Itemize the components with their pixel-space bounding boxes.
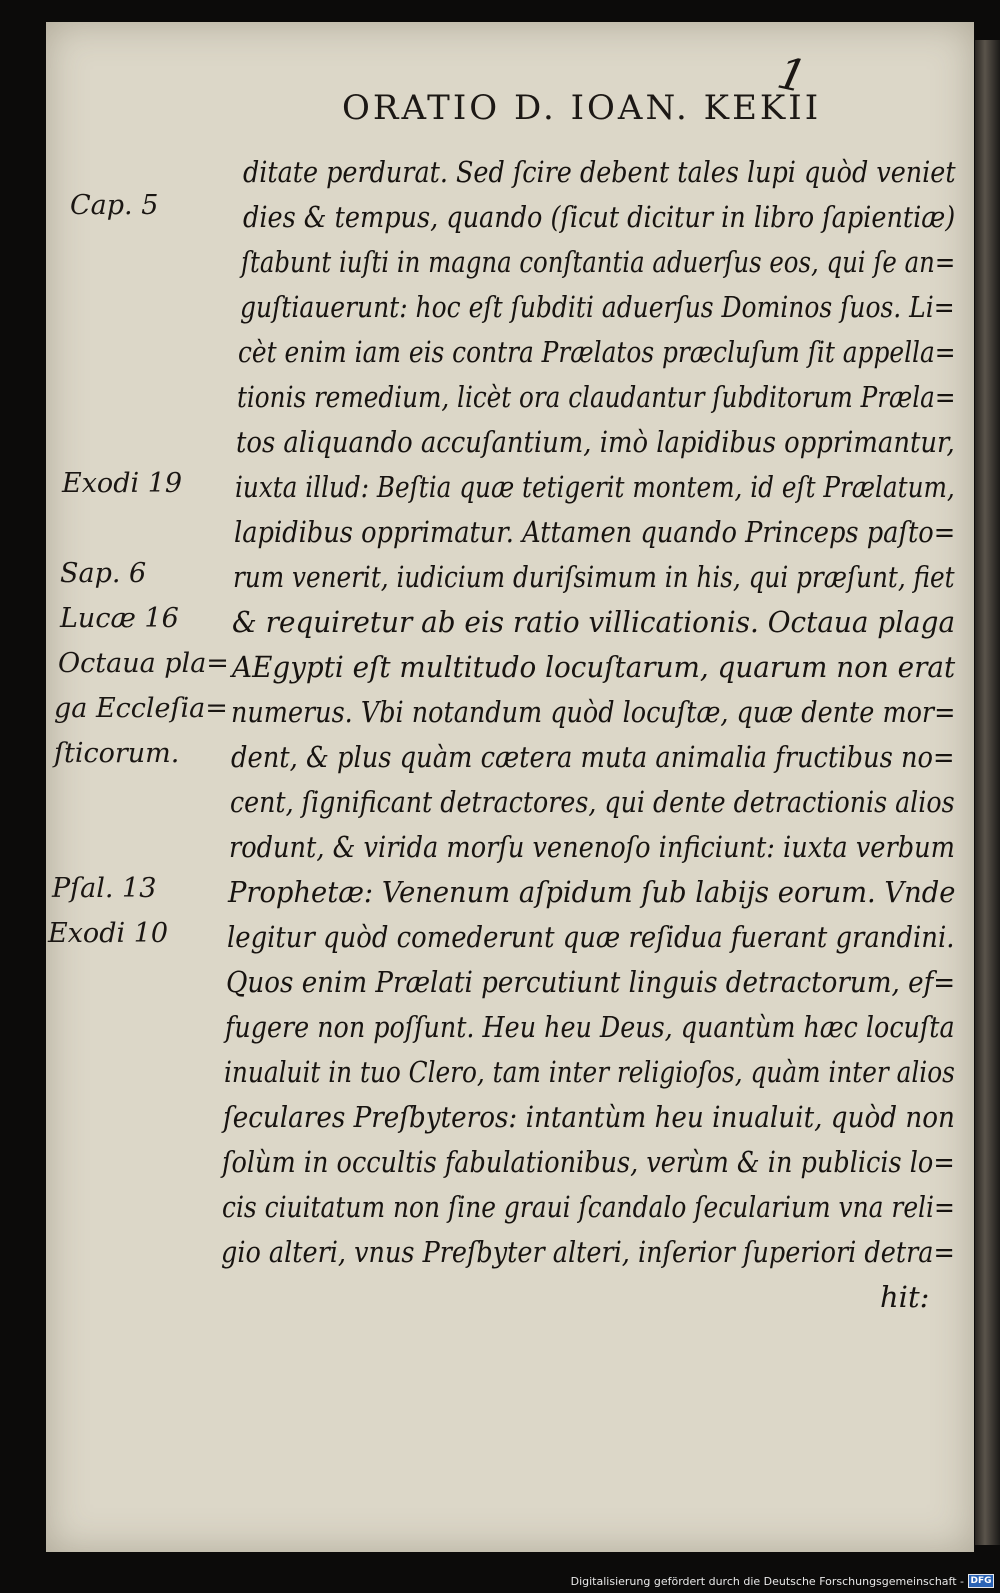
page-number: 1 — [773, 47, 811, 104]
text-line-6: tionis remedium, licèt ora claudantur ſubditorum Præla= — [237, 380, 956, 414]
margin-note-lucae-16: Lucæ 16 — [60, 603, 179, 634]
text-line-8: iuxta illud: Beſtia quæ tetigerit montem, id eſt Prælatum, — [235, 470, 955, 504]
text-line-23: ſolùm in occultis fabulationibus, verùm & in publicis lo= — [222, 1145, 955, 1179]
text-line-25: gio alteri, vnus Preſbyter alteri, inſerior ſuperiori detra= — [221, 1235, 955, 1269]
margin-note-psal-13: Pſal. 13 — [52, 873, 157, 904]
text-line-3: ſtabunt iuſti in magna conſtantia aduerſus eos, qui ſe an= — [241, 245, 956, 279]
text-line-5: cèt enim iam eis contra Prælatos præcluſum ſit appella= — [238, 335, 956, 369]
margin-note-exodi-19: Exodi 19 — [62, 468, 183, 499]
text-line-14: dent, & plus quàm cætera muta animalia fructibus no= — [231, 740, 955, 774]
text-line-20: fugere non poſſunt. Heu heu Deus, quantùm hæc locuſta — [225, 1010, 955, 1044]
running-head: ORATIO D. IOAN. KEKII — [342, 88, 822, 128]
footer-credit: Digitalisierung gefördert durch die Deutsche Forschungsgemeinschaft - — [570, 1574, 964, 1588]
margin-note-sap-6: Sap. 6 — [60, 558, 147, 589]
text-line-24: cis ciuitatum non ſine graui ſcandalo ſecularium vna reli= — [222, 1190, 955, 1224]
text-line-1: ditate perdurat. Sed ſcire debent tales lupi quòd veniet — [243, 155, 956, 189]
margin-note-octaua-2: ga Eccleſia= — [54, 693, 228, 724]
text-line-13: numerus. Vbi notandum quòd locuſtæ, quæ dente mor= — [231, 695, 956, 729]
text-line-10: rum venerit, iudicium duriſsimum in his, qui præſunt, fiet — [233, 560, 955, 594]
text-line-22: ſeculares Preſbyteros: intantùm heu inualuit, quòd non — [223, 1100, 955, 1134]
digitization-footer — [571, 1571, 994, 1591]
text-line-9: lapidibus opprimatur. Attamen quando Princeps paſto= — [234, 515, 956, 549]
text-line-12: AEgypti eſt multitudo locuſtarum, quarum non erat — [232, 650, 956, 684]
text-line-18: legitur quòd comederunt quæ reſidua fuerant grandini. — [227, 920, 955, 954]
text-line-19: Quos enim Prælati percutiunt linguis detractorum, ef= — [226, 965, 956, 999]
text-line-15: cent, ſignificant detractores, qui dente detractionis alios — [230, 785, 955, 819]
text-line-17: Prophetæ: Venenum aſpidum ſub labijs eorum. Vnde — [228, 875, 956, 909]
text-line-21: inualuit in tuo Clero, tam inter religioſos, quàm inter alios — [224, 1055, 955, 1089]
text-line-7: tos aliquando accuſantium, imò lapidibus opprimantur, — [236, 425, 955, 459]
text-line-2: dies & tempus, quando (ſicut dicitur in libro ſapientiæ) — [243, 200, 956, 234]
margin-note-exodi-10: Exodi 10 — [48, 918, 169, 949]
margin-note-octaua-1: Octaua pla= — [58, 648, 229, 679]
margin-note-octaua-3: ſticorum. — [54, 738, 180, 769]
book-edge — [975, 40, 1000, 1545]
margin-note-cap-5: Cap. 5 — [70, 190, 159, 221]
text-line-26: hit: — [880, 1280, 930, 1314]
dfg-logo-icon: DFG — [968, 1574, 994, 1588]
text-line-4: guſtiauerunt: hoc eſt ſubditi aduerſus Dominos ſuos. Li= — [240, 290, 955, 324]
text-line-11: & requiretur ab eis ratio villicationis. Octaua plaga — [232, 605, 956, 639]
text-line-16: rodunt, & virida morſu venenoſo inficiunt: iuxta verbum — [229, 830, 955, 864]
